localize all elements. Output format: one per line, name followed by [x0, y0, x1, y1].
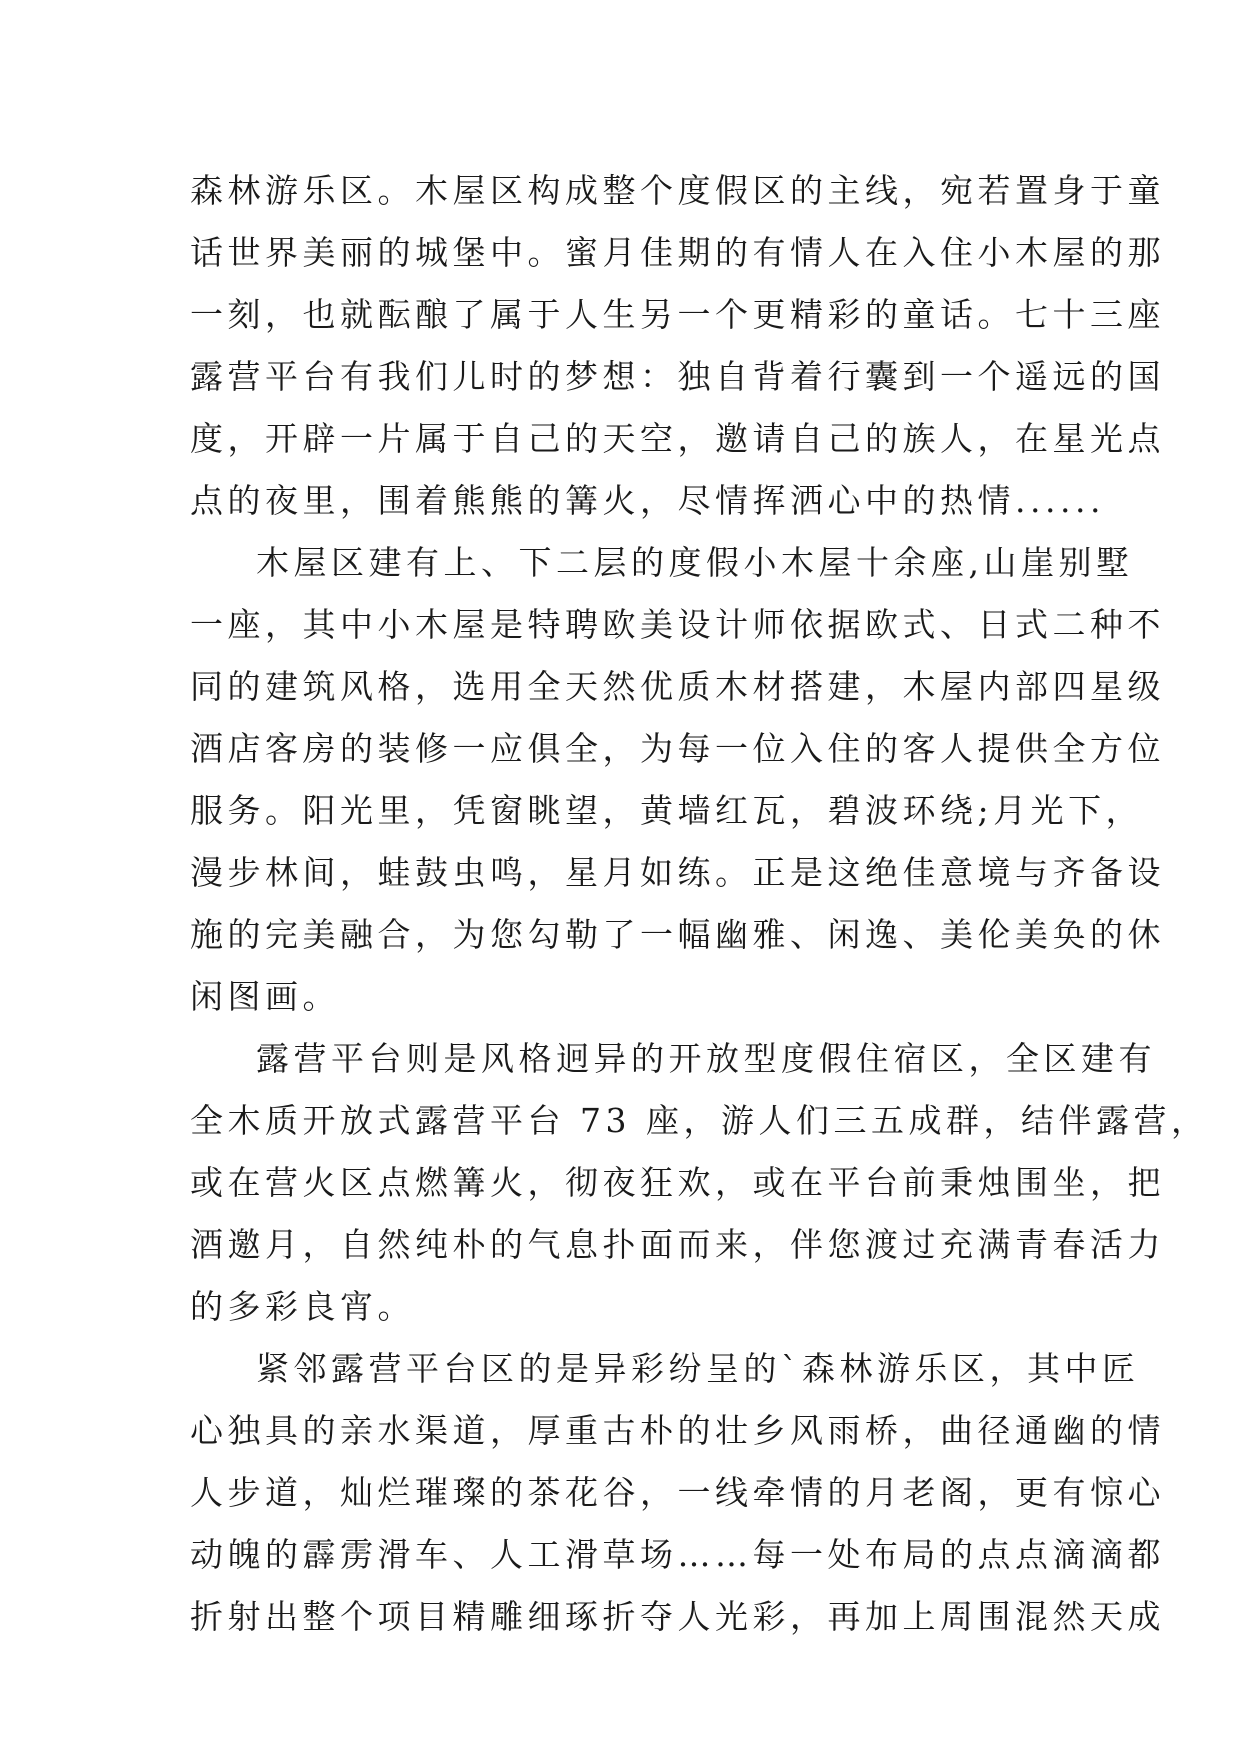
text-line: 动魄的霹雳滑车、人工滑草场……每一处布局的点点滴滴都 — [190, 1535, 1165, 1574]
text-line: 或在营火区点燃篝火，彻夜狂欢，或在平台前秉烛围坐，把 — [190, 1163, 1165, 1202]
paragraph-4 — [190, 1338, 1165, 1648]
text-line: 全木质开放式露营平台 73 座，游人们三五成群，结伴露营， — [190, 1101, 1209, 1140]
text-line: 酒邀月，自然纯朴的气息扑面而来，伴您渡过充满青春活力 — [190, 1225, 1165, 1264]
text-line: 酒店客房的装修一应俱全，为每一位入住的客人提供全方位 — [190, 729, 1165, 768]
text-line: 话世界美丽的城堡中。蜜月佳期的有情人在入住小木屋的那 — [190, 233, 1165, 272]
paragraph-2 — [190, 532, 1165, 1028]
text-line: 露营平台有我们儿时的梦想：独自背着行囊到一个遥远的国 — [190, 357, 1165, 396]
text-line: 露营平台则是风格迥异的开放型度假住宿区，全区建有 — [256, 1039, 1156, 1078]
text-line: 施的完美融合，为您勾勒了一幅幽雅、闲逸、美伦美奂的休 — [190, 915, 1165, 954]
text-line: 漫步林间，蛙鼓虫鸣，星月如练。正是这绝佳意境与齐备设 — [190, 853, 1165, 892]
text-line: 森林游乐区。木屋区构成整个度假区的主线，宛若置身于童 — [190, 171, 1165, 210]
text-line: 一座，其中小木屋是特聘欧美设计师依据欧式、日式二种不 — [190, 605, 1165, 644]
paragraph-3 — [190, 1028, 1209, 1338]
text-line: 折射出整个项目精雕细琢折夺人光彩，再加上周围混然天成 — [190, 1597, 1165, 1636]
text-line: 度，开辟一片属于自己的天空，邀请自己的族人，在星光点 — [190, 419, 1165, 458]
text-line: 服务。阳光里，凭窗眺望，黄墙红瓦，碧波环绕;月光下， — [190, 791, 1144, 830]
text-line: 人步道，灿烂璀璨的茶花谷，一线牵情的月老阁，更有惊心 — [190, 1473, 1165, 1512]
text-line: 闲图画。 — [190, 977, 340, 1016]
text-line: 紧邻露营平台区的是异彩纷呈的`森林游乐区，其中匠 — [256, 1349, 1140, 1388]
text-line: 同的建筑风格，选用全天然优质木材搭建，木屋内部四星级 — [190, 667, 1165, 706]
document-body — [190, 160, 1209, 1648]
text-line: 一刻，也就酝酿了属于人生另一个更精彩的童话。七十三座 — [190, 295, 1165, 334]
text-line: 木屋区建有上、下二层的度假小木屋十余座,山崖别墅 — [256, 543, 1134, 582]
text-line: 心独具的亲水渠道，厚重古朴的壮乡风雨桥，曲径通幽的情 — [190, 1411, 1165, 1450]
text-line: 的多彩良宵。 — [190, 1287, 415, 1326]
text-line: 点的夜里，围着熊熊的篝火，尽情挥洒心中的热情...... — [190, 481, 1105, 520]
paragraph-1 — [190, 160, 1165, 532]
